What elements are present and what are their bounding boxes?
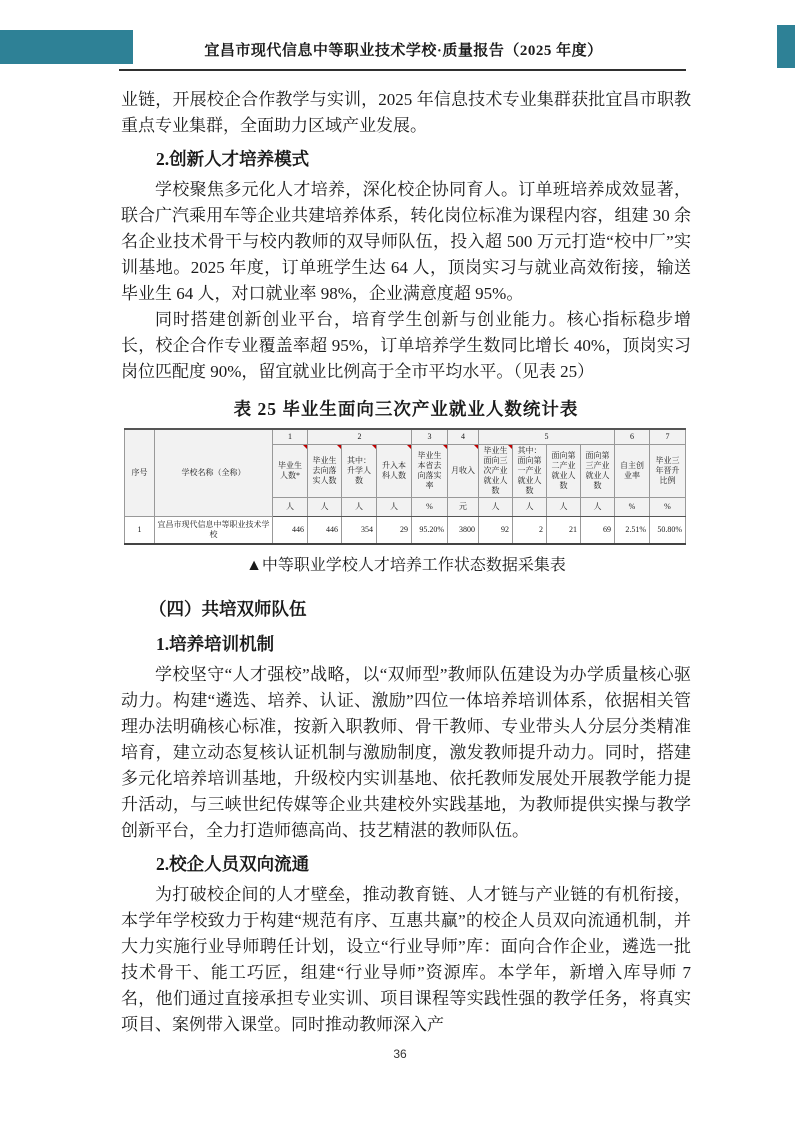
col-header: 面向第三产业就业人数 (581, 445, 615, 498)
data-cell: 2 (513, 517, 547, 545)
data-cell: 50.80% (650, 517, 686, 545)
unit-cell: % (615, 498, 650, 517)
col-header: 毕业生面向三次产业就业人数 (479, 445, 513, 498)
col-header: 毕业生本省去向落实率 (412, 445, 448, 498)
unit-cell: 人 (342, 498, 377, 517)
table-title: 表 25 毕业生面向三次产业就业人数统计表 (233, 399, 579, 419)
header-rule (119, 69, 686, 71)
group-number: 6 (615, 429, 650, 445)
data-cell: 354 (342, 517, 377, 545)
heading-4-2: 2.校企人员双向流通 (156, 854, 310, 874)
table-corner-school: 学校名称（全称） (155, 429, 273, 517)
data-cell: 29 (377, 517, 412, 545)
unit-cell: 人 (547, 498, 581, 517)
col-header: 自主创业率 (615, 445, 650, 498)
data-cell: 69 (581, 517, 615, 545)
page-body (121, 87, 691, 1038)
page-header-title: 宜昌市现代信息中等职业技术学校·质量报告（2025 年度） (204, 43, 603, 59)
page-number: 36 (393, 1047, 407, 1061)
table-caption: ▲中等职业学校人才培养工作状态数据采集表 (246, 557, 566, 574)
group-number: 2 (308, 429, 412, 445)
unit-cell: 元 (448, 498, 479, 517)
comment-marker-icon (337, 445, 341, 449)
header-accent-bar-right (777, 25, 795, 68)
body-paragraph: 学校坚守“人才强校”战略，以“双师型”教师队伍建设为办学质量核心驱动力。构建“遴选、培养、认证、激励”四位一体培养培训体系，依据相关管理办法明确核心标准，按新入职教师、骨干教师、专业带头人分层分类精准培育，建立动态复核认证机制与激励制度，激发教师提升动力。同时，搭建多元化培养培训基地，升级校内实训基地、依托教师发展处开展教学能力提升活动，与三峡世纪传媒等企业共建校外实践基地，为教师提供实操与教学创新平台，全力打造师德高尚、技艺精湛的教师队伍。 (121, 665, 691, 840)
col-header: 其中：面向第一产业就业人数 (513, 445, 547, 498)
comment-marker-icon (474, 445, 478, 449)
data-cell: 3800 (448, 517, 479, 545)
seq-cell: 1 (125, 517, 155, 545)
col-header: 月收入 (448, 445, 479, 498)
col-header: 升入本科人数 (377, 445, 412, 498)
comment-marker-icon (407, 445, 411, 449)
col-header: 毕业生人数* (273, 445, 308, 498)
comment-marker-icon (303, 445, 307, 449)
comment-marker-icon (508, 445, 512, 449)
unit-cell: 人 (308, 498, 342, 517)
data-cell: 95.20% (412, 517, 448, 545)
heading-innovate-model: 2.创新人才培养模式 (156, 149, 310, 169)
table-row (125, 517, 686, 545)
unit-cell: 人 (513, 498, 547, 517)
data-cell: 446 (308, 517, 342, 545)
group-number: 7 (650, 429, 686, 445)
body-paragraph: 业链，开展校企合作教学与实训，2025 年信息技术专业集群获批宜昌市职教重点专业集群，全面助力区域产业发展。 (121, 90, 691, 135)
employment-statistics-table (124, 428, 686, 545)
group-number: 4 (448, 429, 479, 445)
unit-cell: % (412, 498, 448, 517)
group-number: 3 (412, 429, 448, 445)
body-paragraph: 为打破校企间的人才壁垒，推动教育链、人才链与产业链的有机衔接，本学年学校致力于构建“规范有序、互惠共赢”的校企人员双向流通机制，并大力实施行业导师聘任计划，设立“行业导师”库：面向合作企业，遴选一批技术骨干、能工巧匠，组建“行业导师”资源库。本学年，新增入库导师 7 名，他们通过直接承担专业实训、项目课程等实践性强的教学任务，将真实项目、案例带入课堂。同时推动教师深入产 (121, 885, 691, 1034)
col-header: 毕业生去向落实人数 (308, 445, 342, 498)
unit-cell: 人 (377, 498, 412, 517)
heading-4-1: 1.培养培训机制 (156, 634, 275, 654)
unit-cell: 人 (581, 498, 615, 517)
comment-marker-icon (443, 445, 447, 449)
group-number: 5 (479, 429, 615, 445)
unit-cell: 人 (479, 498, 513, 517)
col-header: 毕业三年晋升比例 (650, 445, 686, 498)
table-corner-seq: 序号 (125, 429, 155, 517)
col-header: 面向第二产业就业人数 (547, 445, 581, 498)
body-paragraph: 学校聚焦多元化人才培养，深化校企协同育人。订单班培养成效显著，联合广汽乘用车等企业共建培养体系，转化岗位标准为课程内容，组建 30 余名企业技术骨干与校内教师的双导师队伍，投入超 500 万元打造“校中厂”实训基地。2025 年度，订单班学生达 64 人，顶岗实习与就业高效衔接，输送毕业生 64 人，对口就业率 98%，企业满意度超 95%。 (121, 180, 691, 303)
data-cell: 2.51% (615, 517, 650, 545)
comment-marker-icon (372, 445, 376, 449)
unit-cell: % (650, 498, 686, 517)
heading-section-4: （四）共培双师队伍 (149, 599, 307, 619)
school-name-cell: 宜昌市现代信息中等职业技术学校 (155, 517, 273, 545)
col-header: 其中：升学人数 (342, 445, 377, 498)
group-number: 1 (273, 429, 308, 445)
header-accent-bar-left (0, 30, 133, 64)
data-cell: 446 (273, 517, 308, 545)
data-cell: 92 (479, 517, 513, 545)
body-paragraph: 同时搭建创新创业平台，培育学生创新与创业能力。核心指标稳步增长，校企合作专业覆盖率超 95%，订单培养学生数同比增长 40%，顶岗实习岗位匹配度 90%，留宜就业比例高于全市平均水平。（见表 25） (121, 310, 691, 381)
unit-cell: 人 (273, 498, 308, 517)
data-cell: 21 (547, 517, 581, 545)
